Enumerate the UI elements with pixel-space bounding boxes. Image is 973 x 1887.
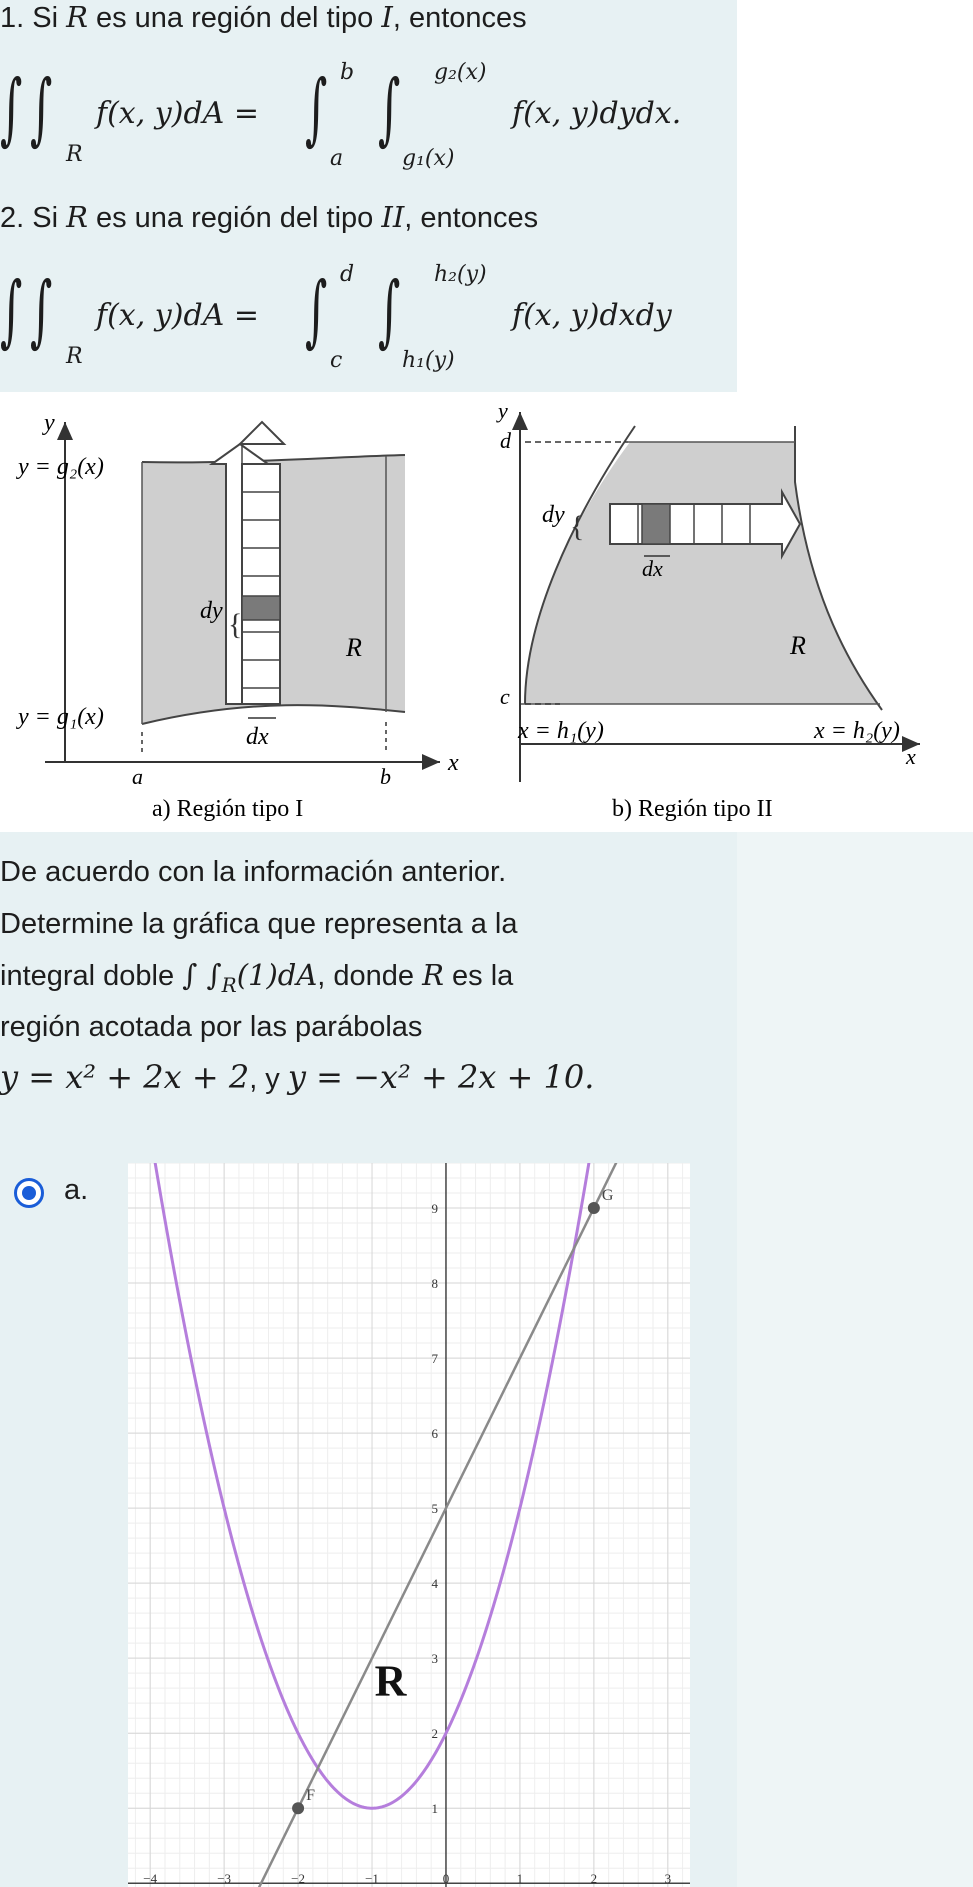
x-tick-label: −2	[291, 1871, 306, 1886]
svg-text:dy: dy	[542, 502, 565, 528]
svg-text:a: a	[132, 764, 143, 789]
svg-text:x = h₁(y): x = h₁(y)	[518, 718, 604, 744]
side-background	[737, 832, 973, 1887]
svg-text:dx: dx	[642, 556, 663, 581]
svg-text:c: c	[500, 684, 510, 709]
svg-text:a) Región tipo I: a) Región tipo I	[152, 796, 304, 822]
svg-text:x: x	[448, 750, 459, 776]
y-tick-label: 4	[431, 1576, 438, 1592]
figure-type-2	[496, 398, 920, 822]
y-tick-label: 1	[431, 1801, 438, 1817]
y-tick-label: 8	[431, 1276, 438, 1292]
svg-text:y: y	[44, 410, 55, 436]
y-tick-label: 7	[431, 1351, 438, 1367]
svg-text:d: d	[500, 428, 511, 453]
point-label-G: G	[601, 1187, 614, 1205]
formula-type-1: ∫ ∫ R f(x, y)dA = ∫ b a ∫ g₂(x) g₁(x) f(x, y)dydx.	[0, 60, 682, 171]
statement-2: 2. Si R es una región del tipo II, entonces	[0, 200, 539, 234]
svg-text:y = g₁(x): y = g₁(x)	[18, 704, 104, 730]
dx-element-b	[642, 504, 670, 544]
question-line-2: Determine la gráfica que representa a la	[0, 908, 518, 940]
svg-text:y: y	[498, 398, 508, 423]
svg-text:dy: dy	[200, 598, 223, 624]
svg-text:dx: dx	[246, 724, 269, 750]
point-G	[588, 1202, 600, 1214]
svg-text:y = g₂(x): y = g₂(x)	[18, 454, 104, 480]
y-tick-label: 5	[431, 1501, 438, 1517]
point-F	[292, 1802, 304, 1814]
annotations	[375, 1657, 408, 1706]
option-a-radio[interactable]	[14, 1178, 44, 1208]
question-line-3: integral doble ∫ $\int_R(1)dA$, donde R es la	[0, 958, 514, 997]
svg-text:x: x	[906, 744, 916, 769]
svg-text:{: {	[570, 510, 585, 543]
question-line-1: De acuerdo con la información anterior.	[0, 856, 507, 888]
y-tick-label: 9	[431, 1201, 438, 1217]
x-tick-label: 3	[664, 1871, 672, 1886]
question-line-4: región acotada por las parábolas	[0, 1011, 423, 1043]
y-tick-label: 2	[431, 1726, 438, 1742]
x-tick-label: −4	[143, 1871, 158, 1886]
region-types-figure	[0, 392, 973, 832]
x-tick-label: 1	[516, 1871, 524, 1886]
formula-type-2: ∫ ∫ R f(x, y)dA = ∫ d c ∫ h₂(y) h₁(y) f(x, y)dxdy	[0, 262, 672, 373]
dy-element-a	[242, 596, 280, 620]
figure-type-1	[16, 410, 459, 822]
x-tick-label: 2	[590, 1871, 598, 1886]
question-line-5: y = x² + 2x + 2, y y = −x² + 2x + 10.	[0, 1058, 595, 1096]
point-label-F: F	[306, 1787, 315, 1805]
option-a-graph	[128, 1163, 690, 1887]
region-label: R	[374, 1656, 407, 1706]
svg-text:{: {	[228, 608, 243, 641]
x-tick-label: 0	[442, 1871, 450, 1886]
svg-text:b) Región tipo II: b) Región tipo II	[612, 796, 773, 822]
y-tick-label: 3	[431, 1651, 438, 1667]
svg-text:R: R	[790, 631, 806, 660]
svg-text:R: R	[346, 633, 362, 662]
svg-text:b: b	[380, 764, 391, 789]
option-a-label[interactable]: a.	[64, 1174, 89, 1206]
svg-text:x = h₂(y): x = h₂(y)	[814, 718, 900, 744]
x-tick-label: −3	[217, 1871, 232, 1886]
x-tick-label: −1	[365, 1871, 379, 1886]
statement-1: 1. Si R es una región del tipo I, entonces	[0, 0, 527, 34]
y-tick-label: 6	[431, 1426, 438, 1442]
